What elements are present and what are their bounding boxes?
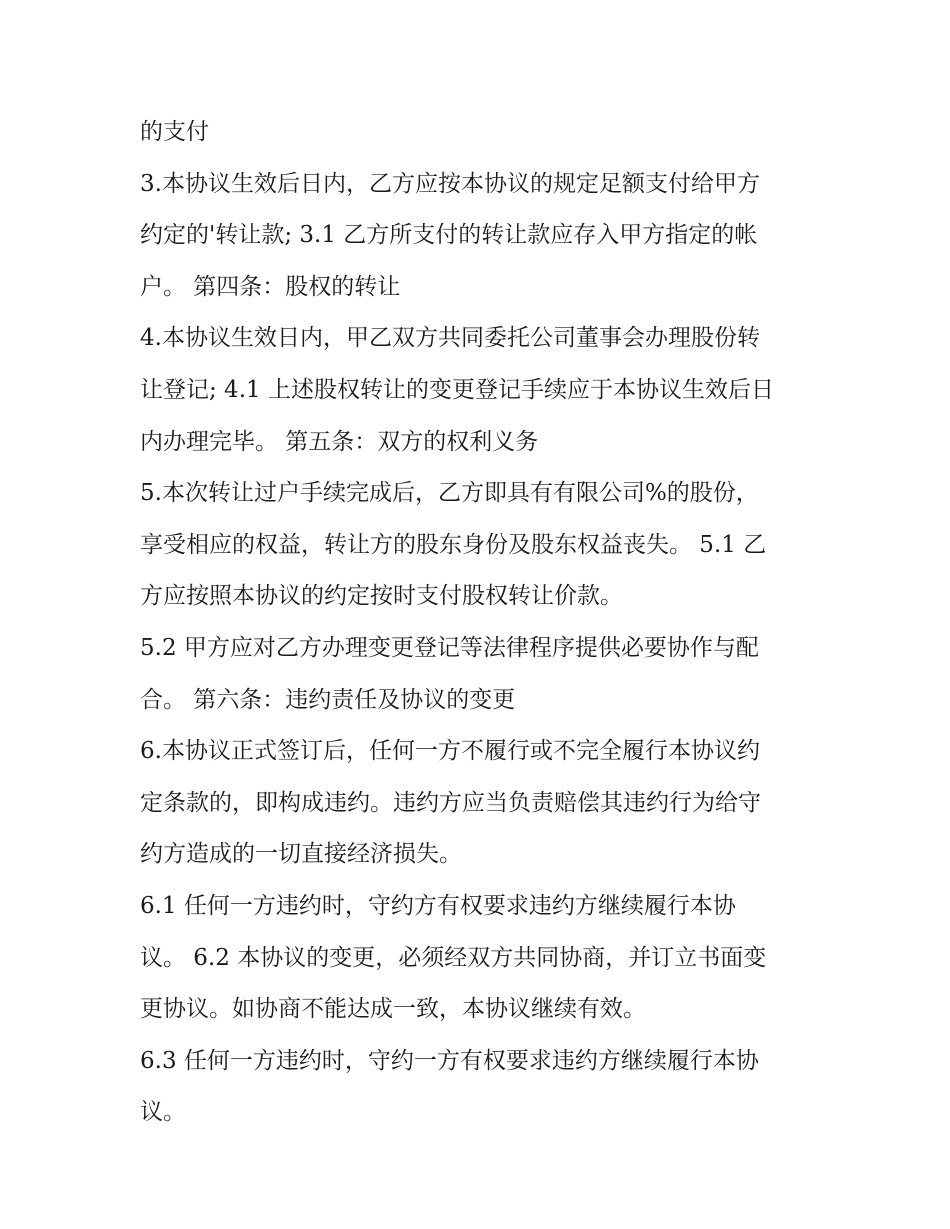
text-line: 方应按照本协议的约定按时支付股权转让价款。 [140,583,623,610]
document-body [140,107,820,1139]
text-line: 合。 第六条：违约责任及协议的变更 [140,686,516,713]
text-line: 约定的'转让款; 3.1 乙方所支付的转让款应存入甲方指定的帐 [140,222,758,249]
text-line: 户。 第四条：股权的转让 [140,273,401,300]
text-line: 的支付 [140,119,209,145]
text-line: 定条款的，即构成违约。违约方应当负责赔偿其违约行为给守 [140,789,761,816]
text-line: 6.1 任何一方违约时，守约方有权要求违约方继续履行本协 [140,892,736,919]
text-line: 5.2 甲方应对乙方办理变更登记等法律程序提供必要协作与配 [140,634,759,661]
text-line: 更协议。如协商不能达成一致，本协议继续有效。 [140,996,646,1023]
text-line: 约方造成的一切直接经济损失。 [140,841,462,868]
text-line: 议。 6.2 本协议的变更，必须经双方共同协商，并订立书面变 [140,944,767,971]
text-line: 让登记; 4.1 上述股权转让的变更登记手续应于本协议生效后日 [140,376,774,403]
text-line: 4.本协议生效日内，甲乙双方共同委托公司董事会办理股份转 [140,325,760,352]
text-line: 享受相应的权益，转让方的股东身份及股东权益丧失。 5.1 乙 [140,531,767,558]
text-line: 3.本协议生效后日内，乙方应按本协议的规定足额支付给甲方 [140,170,760,197]
text-line: 6.3 任何一方违约时，守约一方有权要求违约方继续履行本协 [140,1047,759,1074]
text-line: 议。 [140,1099,186,1126]
text-line: 6.本协议正式签订后，任何一方不履行或不完全履行本协议约 [140,738,760,765]
text-line: 内办理完毕。 第五条：双方的权利义务 [140,428,539,455]
text-line: 5.本次转让过户手续完成后，乙方即具有有限公司%的股份， [140,480,759,507]
